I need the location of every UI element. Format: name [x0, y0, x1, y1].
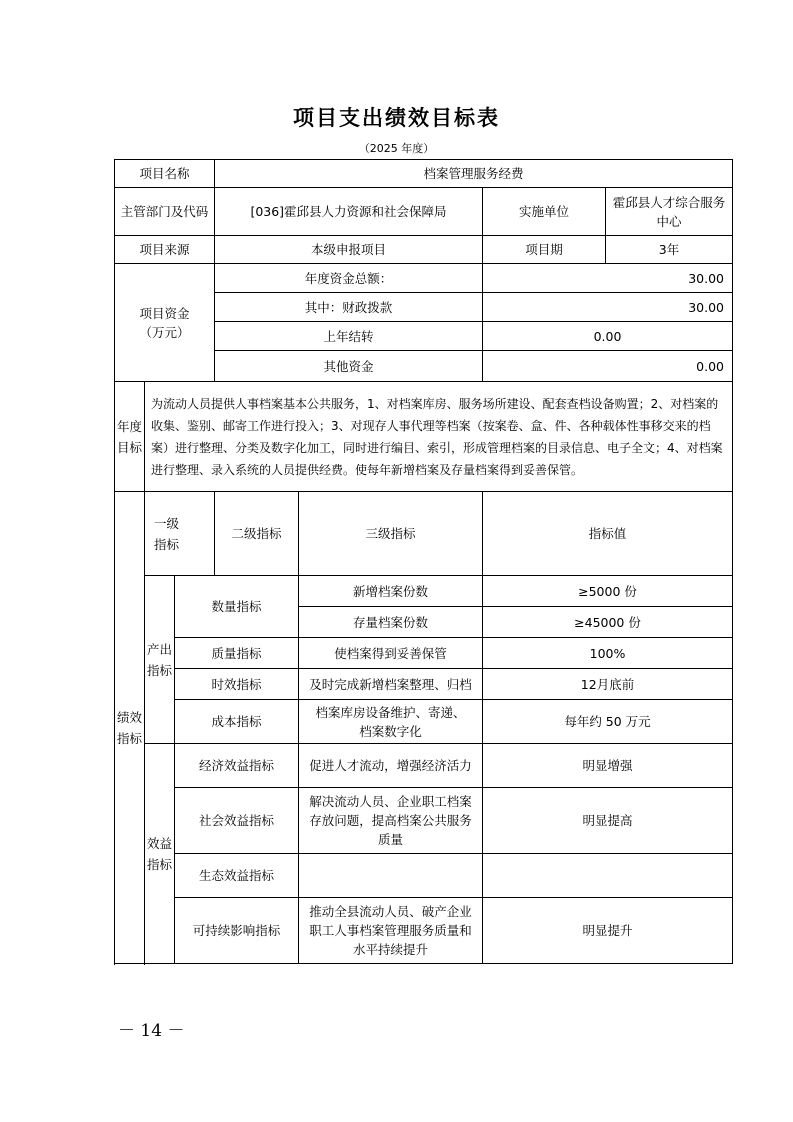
level1-header: 一级指标	[145, 492, 215, 576]
performance-table	[114, 159, 733, 964]
dept-value: [036]霍邱县人力资源和社会保障局	[215, 188, 483, 236]
annual-total-label: 年度资金总额：	[215, 264, 483, 293]
level2-header: 二级指标	[215, 492, 299, 576]
funds-label: 项目资金（万元）	[115, 264, 215, 382]
indicator-name: 档案库房设备维护、寄递、档案数字化	[299, 700, 483, 744]
carryover-value: 0.00	[483, 322, 733, 351]
social-indicator-label: 社会效益指标	[175, 788, 299, 854]
indicator-name: 存量档案份数	[299, 607, 483, 638]
benefit-indicator-label: 效益指标	[145, 744, 175, 964]
annual-total-value: 30.00	[483, 264, 733, 293]
impl-unit-label: 实施单位	[483, 188, 606, 236]
cost-indicator-label: 成本指标	[175, 700, 299, 744]
fiscal-value: 30.00	[483, 293, 733, 322]
page-number: － 14 －	[118, 1021, 185, 1041]
project-name-label: 项目名称	[115, 160, 215, 188]
dept-label: 主管部门及代码	[115, 188, 215, 236]
value-header: 指标值	[483, 492, 733, 576]
source-value: 本级申报项目	[215, 236, 483, 264]
level3-header: 三级指标	[299, 492, 483, 576]
impl-unit-value: 霍邱县人才综合服务中心	[606, 188, 733, 236]
indicator-value: 明显提升	[483, 898, 733, 964]
project-name-value: 档案管理服务经费	[215, 160, 733, 188]
fiscal-label: 其中：财政拨款	[215, 293, 483, 322]
quantity-indicator-label: 数量指标	[175, 576, 299, 638]
indicator-value: ≥45000 份	[483, 607, 733, 638]
indicator-name: 及时完成新增档案整理、归档	[299, 669, 483, 700]
timeliness-indicator-label: 时效指标	[175, 669, 299, 700]
indicator-value: 每年约 50 万元	[483, 700, 733, 744]
page-title: 项目支出绩效目标表	[293, 106, 500, 130]
period-value: 3年	[606, 236, 733, 264]
indicator-value	[483, 854, 733, 898]
sustainable-indicator-label: 可持续影响指标	[175, 898, 299, 964]
other-funds-label: 其他资金	[215, 351, 483, 382]
economic-indicator-label: 经济效益指标	[175, 744, 299, 788]
indicator-name: 新增档案份数	[299, 576, 483, 607]
indicator-name: 推动全县流动人员、破产企业职工人事档案管理服务质量和水平持续提升	[299, 898, 483, 964]
indicator-name: 解决流动人员、企业职工档案存放问题，提高档案公共服务质量	[299, 788, 483, 854]
indicator-value: 12月底前	[483, 669, 733, 700]
indicator-value: ≥5000 份	[483, 576, 733, 607]
quality-indicator-label: 质量指标	[175, 638, 299, 669]
output-indicator-label: 产出指标	[145, 576, 175, 744]
indicator-name	[299, 854, 483, 898]
indicator-value: 明显提高	[483, 788, 733, 854]
ecological-indicator-label: 生态效益指标	[175, 854, 299, 898]
goal-label: 年度目标	[115, 382, 145, 492]
indicator-name: 促进人才流动，增强经济活力	[299, 744, 483, 788]
indicator-value: 100%	[483, 638, 733, 669]
indicator-value: 明显增强	[483, 744, 733, 788]
source-label: 项目来源	[115, 236, 215, 264]
other-funds-value: 0.00	[483, 351, 733, 382]
indicators-label: 绩效指标	[115, 492, 145, 964]
year-label: （2025 年度）	[358, 142, 435, 155]
period-label: 项目期	[483, 236, 606, 264]
carryover-label: 上年结转	[215, 322, 483, 351]
indicator-name: 使档案得到妥善保管	[299, 638, 483, 669]
annual-goal-text: 为流动人员提供人事档案基本公共服务，1、对档案库房、服务场所建设、配套查档设备购置；2、对档案的收集、鉴别、邮寄工作进行投入；3、对现存人事代理等档案（按案卷、盒、件、各种载体性事移交来的档案）进行整理、分类及数字化加工，同时进行编目、索引，形成管理档案的目录信息、电子全文；4、对档案进行整理、录入系统的人员提供经费。使每年新增档案及存量档案得到妥善保管。	[145, 382, 733, 492]
